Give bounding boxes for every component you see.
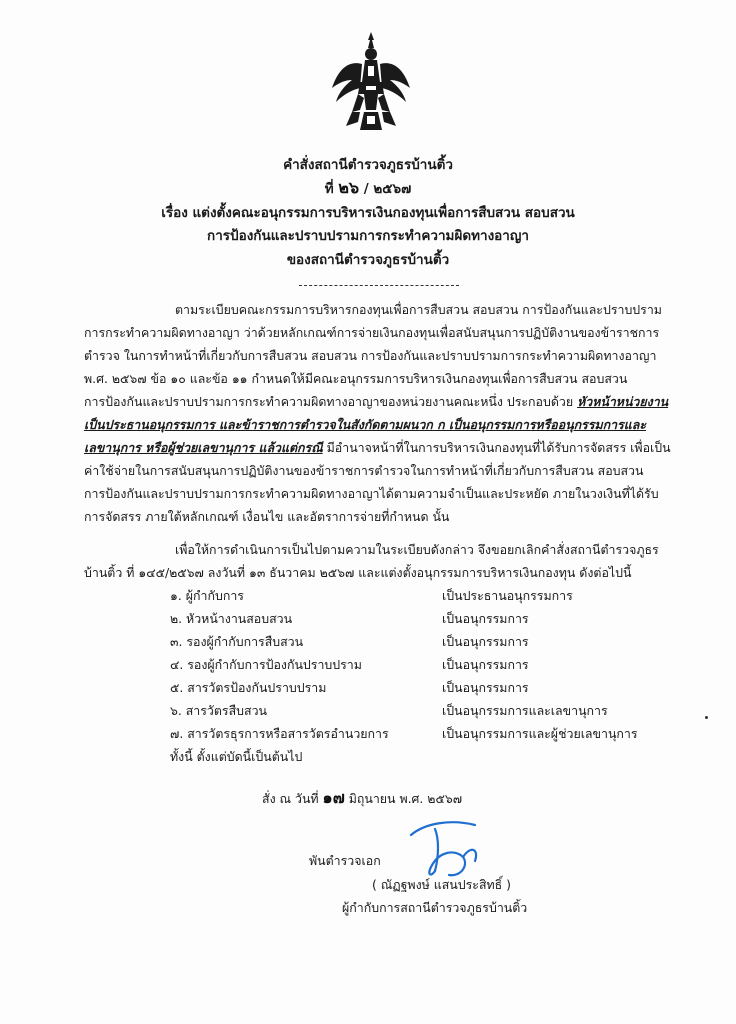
committee-position: ๗. สารวัตรธุรการหรือสารวัตรอำนวยการ: [170, 726, 389, 741]
order-date-rest: มิถุนายน พ.ศ. ๒๕๖๗: [348, 791, 463, 806]
garuda-emblem-icon: [330, 30, 412, 136]
subject-line-1: เรื่อง แต่งตั้งคณะอนุกรรมการบริหารเงินกองทุนเพื่อการสืบสวน สอบสวน: [161, 205, 575, 221]
order-number: [0, 178, 736, 199]
order-number-handwritten: ๒๖: [338, 178, 360, 197]
committee-position: ๑. ผู้กำกับการ: [170, 588, 244, 603]
committee-role: เป็นอนุกรรมการและผู้ช่วยเลขานุการ: [442, 726, 638, 741]
order-date-day-handwritten: ๑๗: [322, 788, 345, 807]
para1-line-1: ตามระเบียบคณะกรรมการบริหารกองทุนเพื่อการสืบสวน สอบสวน การป้องกันและปราบปราม: [175, 302, 662, 317]
para1-line-4: พ.ศ. ๒๕๖๗ ข้อ ๑๐ และข้อ ๑๑ กำหนดให้มีคณะอนุกรรมการบริหารเงินกองทุนเพื่อการสืบสวน สอบสวน: [84, 371, 628, 386]
effective-statement: ทั้งนี้ ตั้งแต่บัดนี้เป็นต้นไป: [170, 749, 303, 764]
order-number-prefix: ที่: [324, 181, 334, 197]
signatory-rank: พันตำรวจเอก: [309, 853, 381, 868]
committee-position: ๔. รองผู้กำกับการป้องกันปราบปราม: [170, 657, 362, 672]
para1-line-8: ค่าใช้จ่ายในการสนับสนุนการปฏิบัติงานของข้าราชการตำรวจในการทำหน้าที่เกี่ยวกับการสืบสวน สอบสวน: [84, 463, 644, 478]
committee-role: เป็นอนุกรรมการ: [442, 611, 529, 626]
para1-line-7-emphasis: เลขานุการ หรือผู้ช่วยเลขานุการ แล้วแต่กรณี: [84, 440, 323, 455]
subject-line-3: ของสถานีตำรวจภูธรบ้านติ้ว: [286, 252, 450, 268]
order-date: [262, 788, 462, 809]
committee-role: เป็นอนุกรรมการ: [442, 680, 529, 695]
order-number-suffix: / ๒๕๖๗: [363, 181, 412, 197]
signatory-name: ( ณัฏฐพงษ์ แสนประสิทธิ์ ): [372, 877, 512, 892]
order-date-prefix: สั่ง ณ วันที่: [262, 791, 319, 806]
para1-line-7: [84, 438, 671, 458]
signatory-title: ผู้กำกับการสถานีตำรวจภูธรบ้านติ้ว: [342, 900, 528, 915]
para1-line-10: การจัดสรร ภายใต้หลักเกณฑ์ เงื่อนไข และอัตราการจ่ายที่กำหนด นั้น: [84, 509, 450, 524]
committee-position: ๕. สารวัตรป้องกันปราบปราม: [170, 680, 327, 695]
para2-line-2: บ้านติ้ว ที่ ๑๔๕/๒๕๖๗ ลงวันที่ ๑๓ ธันวาคม ๒๕๖๗ และแต่งตั้งอนุกรรมการบริหารเงินกองทุน ดังต่อไปนี้: [84, 565, 632, 580]
committee-role: เป็นอนุกรรมการ: [442, 634, 529, 649]
para1-line-2: การกระทำความผิดทางอาญา ว่าด้วยหลักเกณฑ์การจ่ายเงินกองทุนเพื่อสนับสนุนการปฏิบัติงานของข้าราชการ: [84, 325, 660, 340]
scan-speck: [705, 716, 708, 719]
para1-line-7-text: มีอำนาจหน้าที่ในการบริหารเงินกองทุนที่ได้รับการจัดสรร เพื่อเป็น: [322, 440, 671, 455]
committee-role: เป็นอนุกรรมการและเลขานุการ: [442, 703, 608, 718]
para1-line-6-emphasis: เป็นประธานอนุกรรมการ และข้าราชการตำรวจในสังกัดตามผนวก ก เป็นอนุกรรมการหรืออนุกรรมการและ: [84, 417, 646, 432]
committee-position: ๖. สารวัตรสืบสวน: [170, 703, 267, 718]
header-separator: [299, 285, 459, 286]
para1-line-5: [84, 392, 668, 412]
para1-line-9: การป้องกันและปราบปรามการกระทำความผิดทางอาญาได้ตามความจำเป็นและประหยัด ภายในวงเงินที่ได้รับ: [84, 486, 659, 501]
committee-role: เป็นอนุกรรมการ: [442, 657, 529, 672]
order-org-title: คำสั่งสถานีตำรวจภูธรบ้านติ้ว: [283, 157, 453, 173]
para2-line-1: เพื่อให้การดำเนินการเป็นไปตามความในระเบียบดังกล่าว จึงขอยกเลิกคำสั่งสถานีตำรวจภูธร: [175, 542, 659, 557]
subject-line-2: การป้องกันและปราบปรามการกระทำความผิดทางอาญา: [207, 228, 529, 244]
para1-line-5-emphasis: หัวหน้าหน่วยงาน: [577, 394, 669, 409]
para1-line-5-text: การป้องกันและปราบปรามการกระทำความผิดทางอาญาของหน่วยงานคณะหนึ่ง ประกอบด้วย: [84, 394, 574, 409]
committee-position: ๓. รองผู้กำกับการสืบสวน: [170, 634, 304, 649]
para1-line-3: ตำรวจ ในการทำหน้าที่เกี่ยวกับการสืบสวน สอบสวน การป้องกันและปราบปรามการกระทำความผิดทางอาญา: [84, 348, 657, 363]
committee-role: เป็นประธานอนุกรรมการ: [442, 588, 573, 603]
committee-position: ๒. หัวหน้างานสอบสวน: [170, 611, 293, 626]
